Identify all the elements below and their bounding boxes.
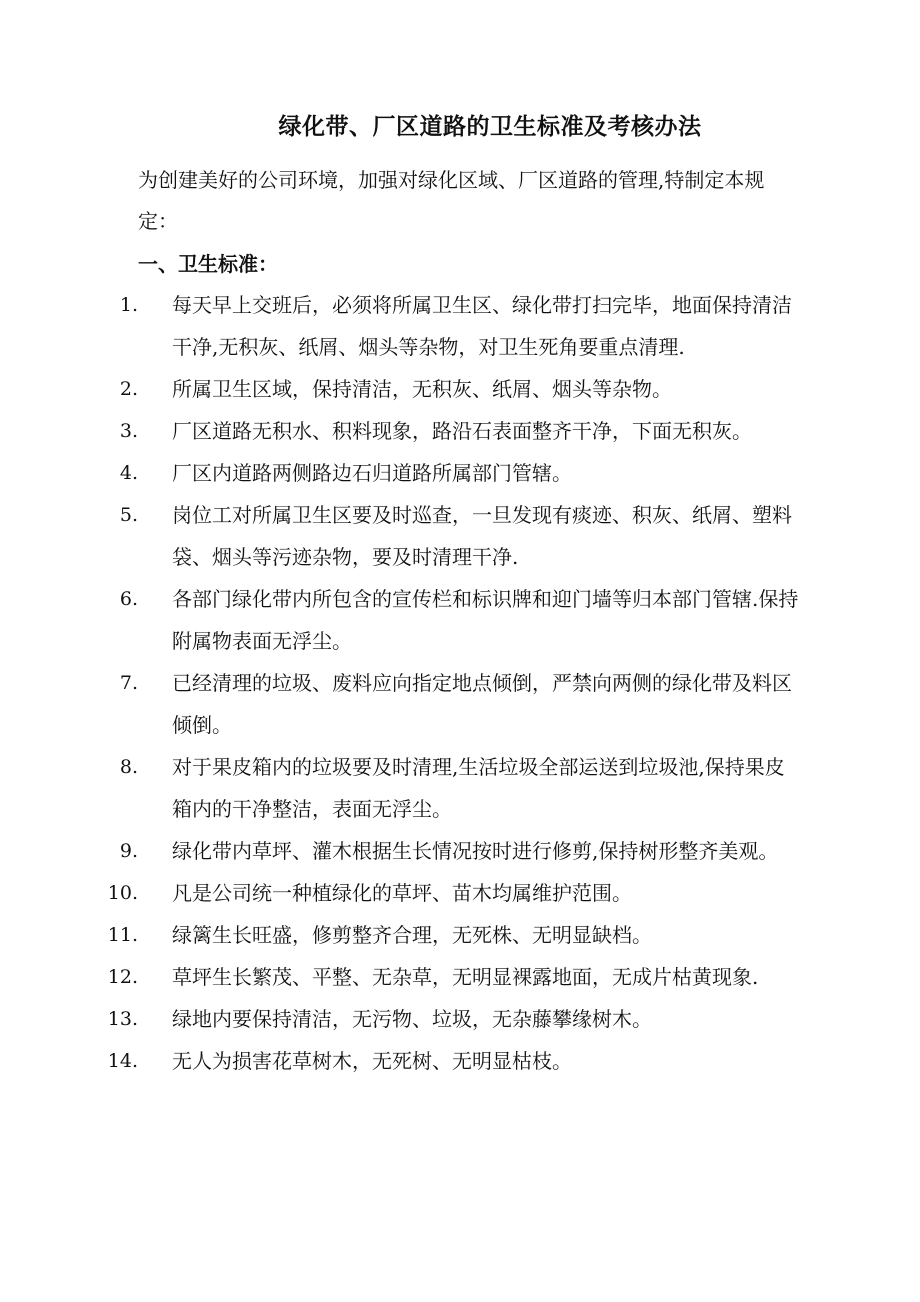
list-item-number: 7. [119,672,138,694]
list-item [100,998,800,1040]
list-item-text: 岗位工对所属卫生区要及时巡查，一旦发现有痰迹、积灰、纸屑、塑料袋、烟头等污迹杂物，要及时清理干净. [172,503,792,569]
section-heading-hygiene-standards: 一、卫生标准： [138,252,278,276]
list-item-text: 无人为损害花草树木，无死树、无明显枯枝。 [172,1049,572,1073]
list-item [100,494,800,578]
list-item-text: 草坪生长繁茂、平整、无杂草，无明显裸露地面，无成片枯黄现象. [172,965,759,989]
list-item-number: 1. [119,294,138,316]
list-item-text: 绿篱生长旺盛，修剪整齐合理，无死株、无明显缺档。 [172,923,652,947]
list-item [100,368,800,410]
list-item [100,914,800,956]
list-item-number: 2. [119,378,138,400]
list-item-text: 凡是公司统一种植绿化的草坪、苗木均属维护范围。 [172,881,632,905]
list-item-number: 12. [107,966,138,988]
list-item-text: 对于果皮箱内的垃圾要及时清理,生活垃圾全部运送到垃圾池,保持果皮箱内的干净整洁，表面无浮尘。 [172,755,785,821]
list-item [100,872,800,914]
list-item [100,956,800,998]
list-item [100,662,800,746]
list-item-number: 11. [107,924,138,946]
list-item [100,410,800,452]
list-item-number: 14. [107,1050,138,1072]
list-item-text: 绿地内要保持清洁，无污物、垃圾，无杂藤攀缘树木。 [172,1007,652,1031]
list-item-text: 各部门绿化带内所包含的宣传栏和标识牌和迎门墙等归本部门管辖.保持附属物表面无浮尘。 [172,587,799,653]
list-item-number: 3. [119,420,138,442]
list-item [100,746,800,830]
list-item-number: 8. [119,756,138,778]
list-item [100,1040,800,1082]
list-item-number: 4. [119,462,138,484]
document-title: 绿化带、厂区道路的卫生标准及考核办法 [278,113,702,140]
list-item-number: 13. [107,1008,138,1030]
intro-paragraph: 为创建美好的公司环境，加强对绿化区域、厂区道路的管理,特制定本规定： [138,168,765,233]
list-item-text: 所属卫生区域，保持清洁，无积灰、纸屑、烟头等杂物。 [172,377,672,401]
hygiene-standards-list [100,284,800,1082]
list-item-text: 绿化带内草坪、灌木根据生长情况按时进行修剪,保持树形整齐美观。 [172,839,779,863]
list-item-text: 每天早上交班后，必须将所属卫生区、绿化带打扫完毕，地面保持清洁干净,无积灰、纸屑、烟头等杂物，对卫生死角要重点清理. [172,293,792,359]
list-item-number: 9. [119,840,138,862]
list-item [100,284,800,368]
list-item-number: 6. [119,588,138,610]
list-item-text: 厂区内道路两侧路边石归道路所属部门管辖。 [172,461,572,485]
list-item-text: 厂区道路无积水、积料现象，路沿石表面整齐干净，下面无积灰。 [172,419,752,443]
list-item [100,830,800,872]
list-item-number: 5. [119,504,138,526]
list-item-text: 已经清理的垃圾、废料应向指定地点倾倒，严禁向两侧的绿化带及料区倾倒。 [172,671,792,737]
list-item [100,578,800,662]
list-item [100,452,800,494]
list-item-number: 10. [107,882,138,904]
